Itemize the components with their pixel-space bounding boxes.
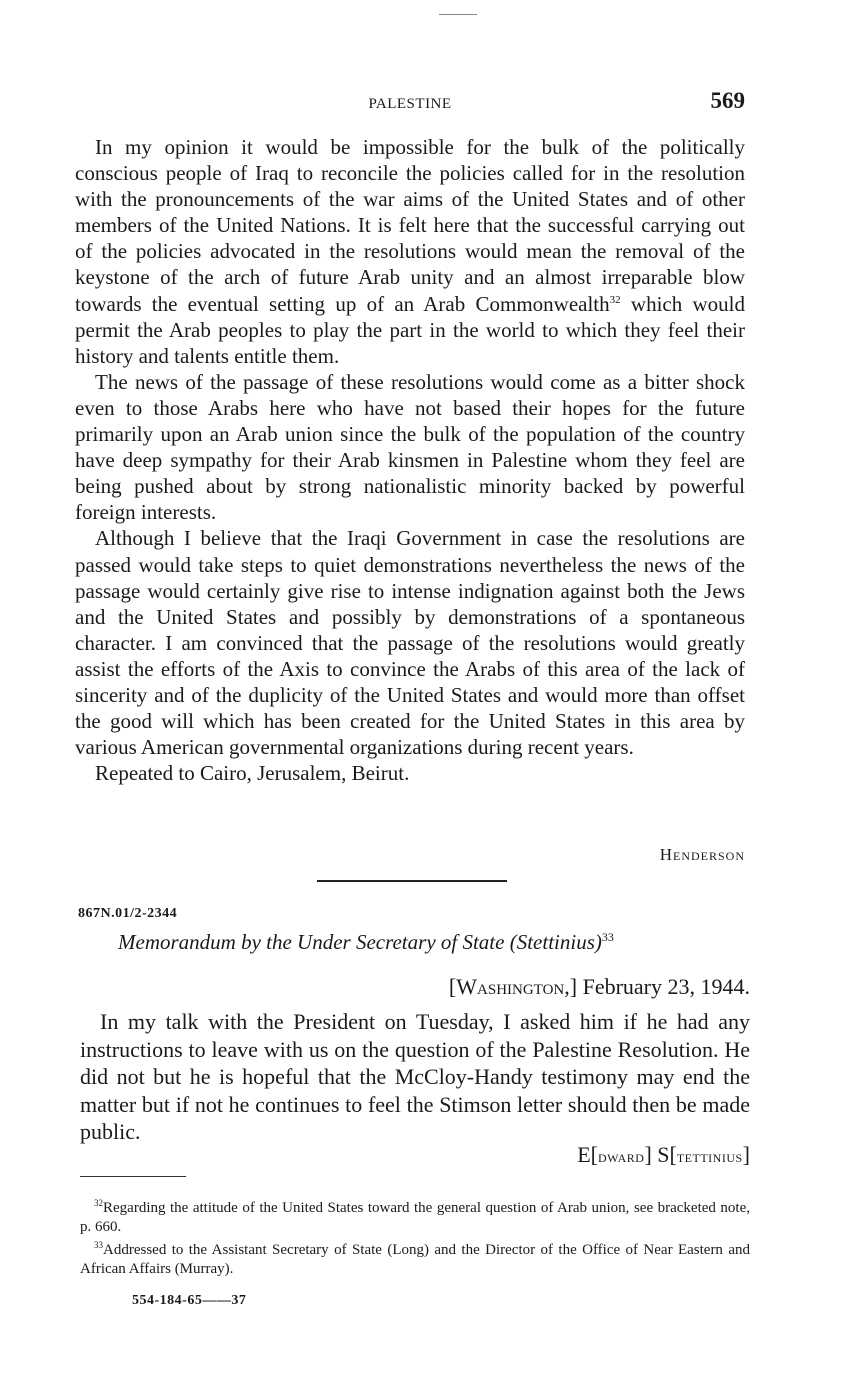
page-number: 569	[710, 88, 745, 113]
letter-paragraph-3: Although I believe that the Iraqi Government in case the resolutions are passed would take steps to quiet demonstrations nevertheless the news of the passage would certainly give rise to intense indignation against both the Jews and the United States and possibly by demonstrations of a spontaneous character. I am convinced that the passage of the resolutions would greatly assist the efforts of the Axis to convince the Arabs of this area of the lack of sincerity and of the duplicity of the United States and would more than offset the good will which has been created for the United States in this area by various American governmental organizations during recent years.	[75, 526, 745, 760]
memo-date-place: Washington,	[456, 974, 570, 999]
sign-mid: ] S[	[644, 1142, 677, 1167]
letter-paragraph-4: Repeated to Cairo, Jerusalem, Beirut.	[95, 761, 410, 786]
footnote-ref-32: 32	[609, 293, 621, 306]
print-code: 554-184-65——37	[132, 1293, 247, 1308]
memo-date-open-bracket: [	[448, 974, 457, 999]
top-print-mark	[439, 14, 477, 15]
letter-paragraph-1-text-b: which would permit the Arab peoples to play the part in the world to which they feel their history and talents entitle them.	[75, 291, 745, 368]
memo-title-text: Memorandum by the Under Secretary of State (Stettinius)	[118, 930, 602, 954]
memo-date: February 23, 1944.	[577, 974, 750, 999]
memo-signature	[577, 1142, 750, 1168]
footnote-32	[80, 1194, 750, 1236]
sign-e-rest: dward	[597, 1147, 645, 1166]
sign-e: E[	[577, 1142, 598, 1167]
memo-title	[118, 930, 614, 955]
footnote-33-text: Addressed to the Assistant Secretary of State (Long) and the Director of the Office of Near Eastern and African Affairs (Murray).	[80, 1242, 750, 1277]
footnote-32-text: Regarding the attitude of the United States toward the general question of Arab union, see bracketed note, p. 660.	[80, 1200, 750, 1235]
file-code: 867N.01/2-2344	[78, 906, 178, 921]
letter-text	[75, 134, 745, 786]
running-head-title: PALESTINE	[368, 96, 452, 112]
footnotes	[80, 1194, 750, 1278]
running-head	[75, 88, 745, 122]
memo-paragraph: In my talk with the President on Tuesday, I asked him if he had any instructions to leave with us on the question of the Palestine Resolution. He did not but he is hopeful that the McCloy-Handy testimony may end the matter but if not he continues to feel the Stimson letter should then be made public.	[80, 1009, 750, 1144]
memo-date-close-bracket: ]	[569, 974, 578, 999]
memo-dateline	[449, 974, 750, 1000]
footnote-33-number: 33	[94, 1240, 103, 1250]
signature-henderson: Henderson	[659, 845, 745, 864]
footnote-33	[80, 1236, 750, 1278]
memo-body	[80, 1008, 750, 1146]
sign-end: ]	[742, 1142, 750, 1167]
footnote-32-number: 32	[94, 1198, 103, 1208]
letter-paragraph-1-text-a: In my opinion it would be impossible for the bulk of the politically conscious people of Iraq to reconcile the policies called for in the resolution with the pronouncements of the war aims of the United States and of other members of the United Nations. It is felt here that the successful carrying out of the policies advocated in the resolutions would mean the removal of the keystone of the arch of future Arab unity and an almost irreparable blow towards the eventual setting up of an Arab Commonwealth	[75, 135, 745, 316]
letter-paragraph-2: The news of the passage of these resolutions would come as a bitter shock even to those Arabs here who have not based their hopes for the future primarily upon an Arab union since the bulk of the population of the country have deep sympathy for their Arab kinsmen in Palestine whom they feel are being pushed about by strong nationalistic minority backed by powerful foreign interests.	[75, 369, 745, 525]
footnote-rule	[80, 1176, 186, 1177]
sign-s-rest: tettinius	[676, 1147, 743, 1166]
section-divider	[317, 880, 507, 882]
footnote-ref-33: 33	[601, 930, 614, 944]
letter-paragraph-1	[75, 134, 745, 369]
